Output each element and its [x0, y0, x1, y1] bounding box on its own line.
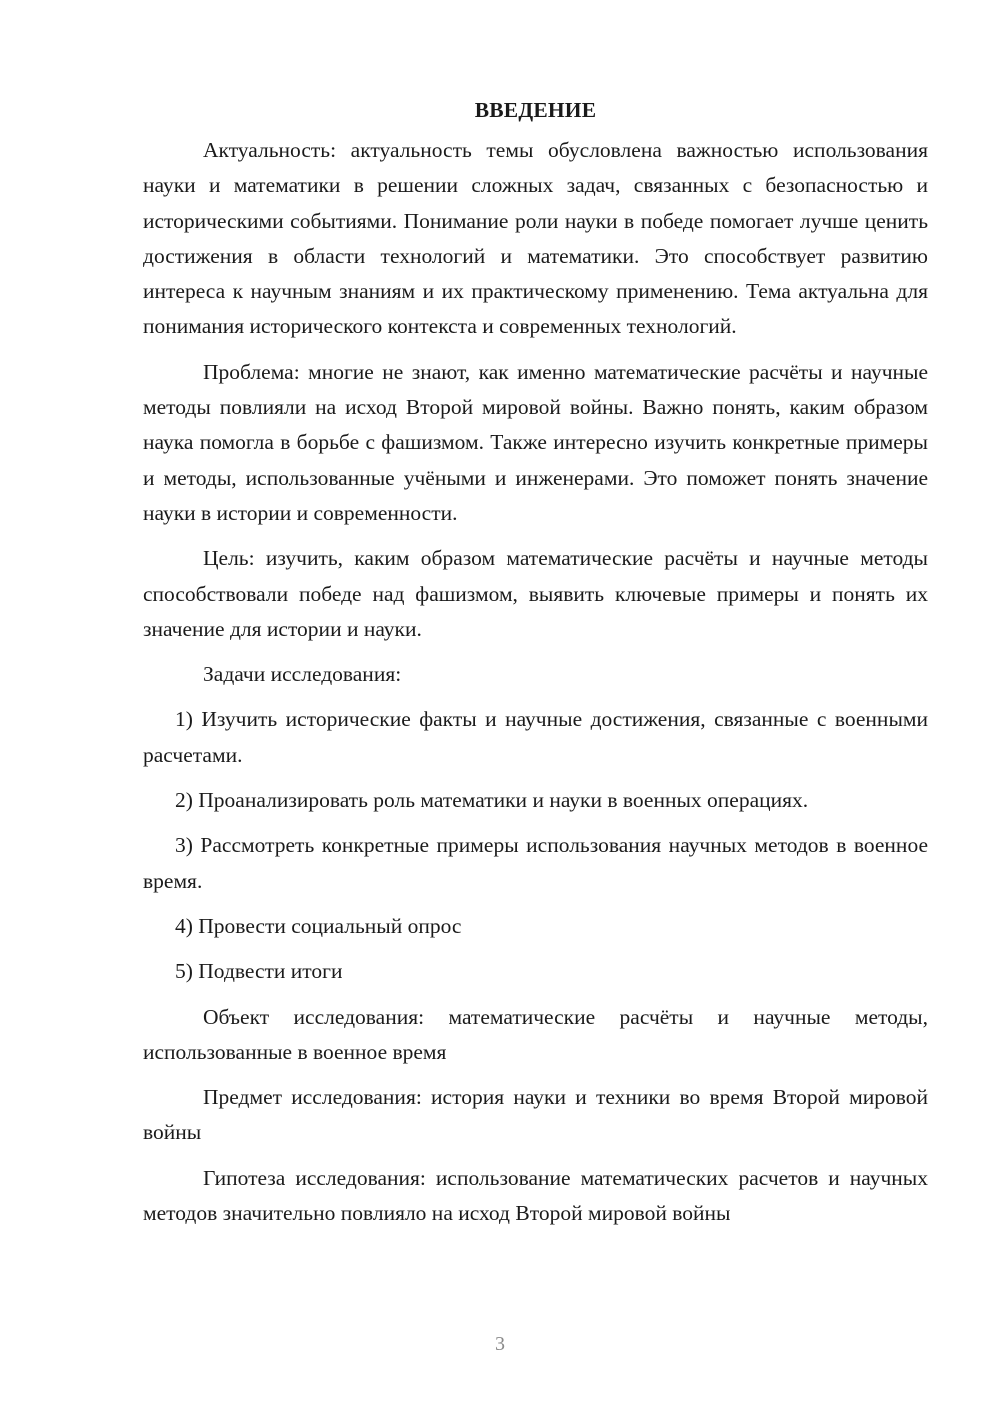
task-item: 4) Провести социальный опрос	[175, 913, 462, 938]
tasks-list	[143, 702, 928, 989]
tasks-title: Задачи исследования:	[203, 662, 402, 687]
document-page	[143, 92, 928, 1231]
object-paragraph: Объект исследования: математические расчёты и научные методы, использованные в военное время	[143, 1004, 928, 1064]
section-heading: ВВЕДЕНИЕ	[474, 98, 597, 122]
hypothesis-paragraph: Гипотеза исследования: использование математических расчетов и научных методов значительно повлияло на исход Второй мировой войны	[143, 1165, 928, 1226]
task-item: 2) Проанализировать роль математики и науки в военных операциях.	[175, 788, 809, 813]
task-item: 1) Изучить исторические факты и научные достижения, связанные с военными расчетами.	[143, 707, 928, 767]
problem-paragraph: Проблема: многие не знают, как именно математические расчёты и научные методы повлияли на исход Второй мировой войны. Важно понять, каким образом наука помогла в борьбе с фашизмом. Также интересно изучить конкретные примеры и методы, использованные учёными и инженерами. Это поможет понять значение науки в истории и современности.	[143, 359, 928, 525]
page-number: 3	[495, 1333, 505, 1355]
relevance-paragraph: Актуальность: актуальность темы обусловлена важностью использования науки и математики в решении сложных задач, связанных с безопасностью и историческими событиями. Понимание роли науки в победе помогает лучше ценить достижения в области технологий и математики. Это способствует развитию интереса к научным знаниям и их практическому применению. Тема актуальна для понимания исторического контекста и современных технологий.	[143, 138, 928, 339]
task-item: 5) Подвести итоги	[175, 959, 343, 984]
goal-paragraph: Цель: изучить, каким образом математические расчёты и научные методы способствовали победе над фашизмом, выявить ключевые примеры и понять их значение для истории и науки.	[143, 546, 928, 641]
task-item: 3) Рассмотреть конкретные примеры использования научных методов в военное время.	[143, 833, 928, 893]
subject-paragraph: Предмет исследования: история науки и техники во время Второй мировой войны	[143, 1085, 928, 1145]
